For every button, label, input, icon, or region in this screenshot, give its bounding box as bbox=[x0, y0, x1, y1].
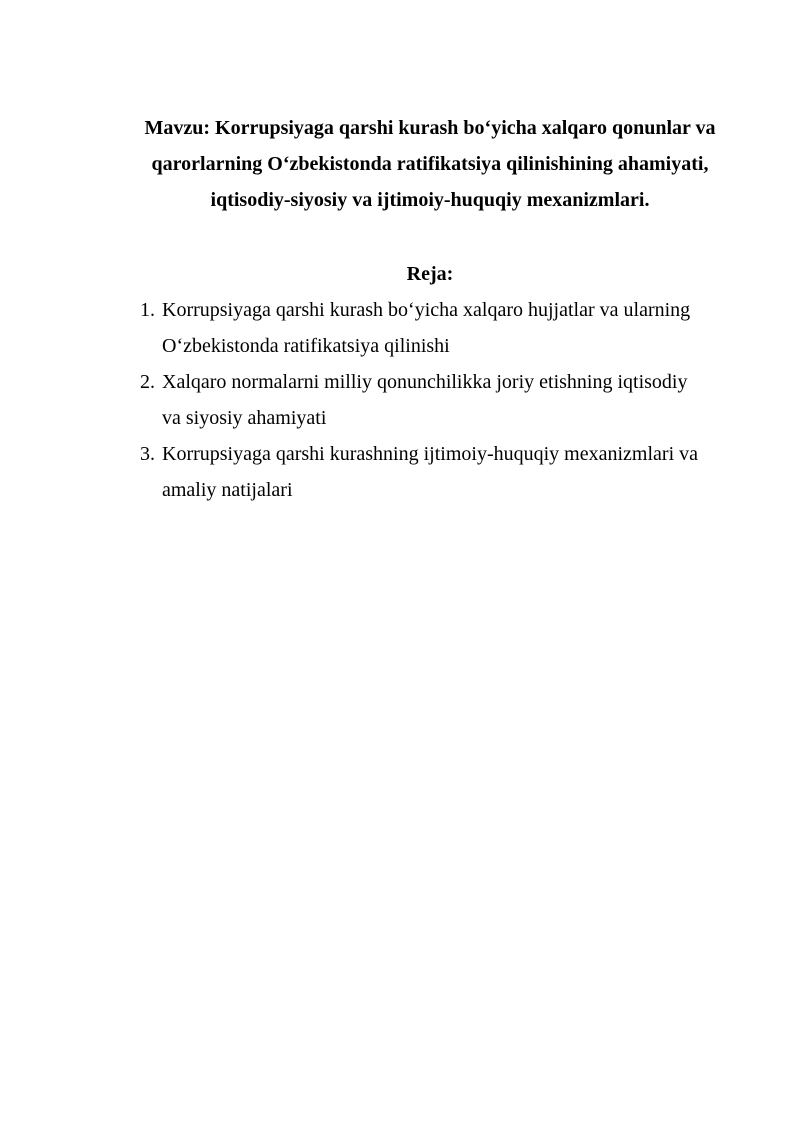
plan-heading: Reja: bbox=[406, 263, 454, 285]
plan-item-text: Korrupsiyaga qarshi kurash bo‘yicha xalqaro hujjatlar va ularning bbox=[162, 299, 691, 321]
plan-item-number: 3. bbox=[140, 443, 155, 465]
plan-item-text: O‘zbekistonda ratifikatsiya qilinishi bbox=[162, 335, 450, 357]
title-line: iqtisodiy-siyosiy va ijtimoiy-huquqiy mexanizmlari. bbox=[210, 189, 650, 211]
plan-item bbox=[140, 364, 760, 436]
plan-item-text: va siyosiy ahamiyati bbox=[162, 407, 327, 429]
plan-item-text: amaliy natijalari bbox=[162, 479, 293, 501]
plan-item-text: Korrupsiyaga qarshi kurashning ijtimoiy-huquqiy mexanizmlari va bbox=[162, 443, 698, 465]
plan-item-number: 2. bbox=[140, 371, 155, 393]
title-line: qarorlarning O‘zbekistonda ratifikatsiya qilinishining ahamiyati, bbox=[151, 153, 709, 175]
plan-item bbox=[140, 292, 760, 364]
title-line: Mavzu: Korrupsiyaga qarshi kurash bo‘yicha xalqaro qonunlar va bbox=[144, 117, 716, 139]
plan-item-number: 1. bbox=[140, 299, 155, 321]
plan-item bbox=[140, 436, 760, 508]
plan-list bbox=[140, 292, 760, 508]
document-title bbox=[100, 110, 760, 218]
plan-item-text: Xalqaro normalarni milliy qonunchilikka joriy etishning iqtisodiy bbox=[162, 371, 688, 393]
